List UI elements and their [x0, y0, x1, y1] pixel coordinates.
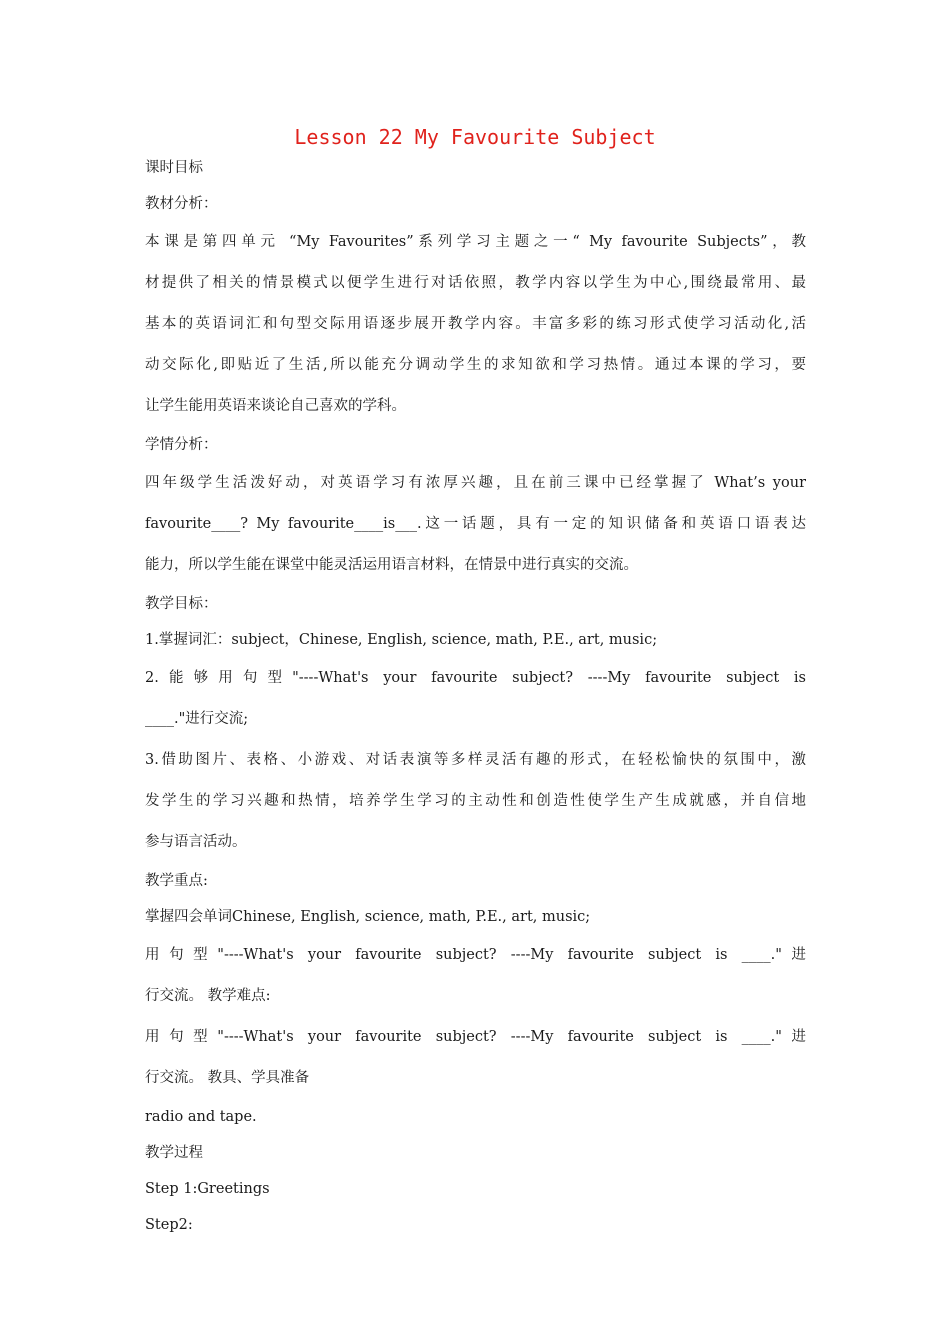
objective-item: ____."进行交流; [145, 711, 249, 727]
document-body [145, 150, 806, 1243]
paragraph-line: 行交流。 教具、学具准备 [145, 1070, 310, 1086]
paragraph-line: radio and tape. [145, 1109, 257, 1125]
objective-item: 1.掌握词汇：subject，Chinese, English, science, math, P.E., art, music; [145, 632, 658, 648]
paragraph-line: 用句型"----What's your favourite subject? ----My favourite subject is ____."进 [145, 1029, 806, 1045]
paragraph-line: 材提供了相关的情景模式以便学生进行对话依照，教学内容以学生为中心,围绕最常用、最 [145, 275, 806, 291]
objective-item: 3.借助图片、表格、小游戏、对话表演等多样灵活有趣的形式，在轻松愉快的氛围中，激 [145, 752, 806, 768]
paragraph-line: 基本的英语词汇和句型交际用语逐步展开教学内容。丰富多彩的练习形式使学习活动化,活 [145, 316, 806, 332]
section-heading: 教学目标： [145, 596, 218, 612]
paragraph-line: 本课是第四单元 “My Favourites”系列学习主题之一“ My favourite Subjects”，教 [145, 234, 806, 250]
paragraph-line: favourite____? My favourite____is___.这一话题，具有一定的知识储备和英语口语表达 [145, 516, 806, 532]
paragraph-line: 四年级学生活泼好动，对英语学习有浓厚兴趣，且在前三课中已经掌握了 What’s your [145, 475, 806, 491]
section-heading: 教材分析： [145, 196, 218, 212]
step-item: Step2: [145, 1217, 193, 1233]
paragraph-line: 掌握四会单词Chinese, English, science, math, P.E., art, music; [145, 909, 591, 925]
paragraph-line: 动交际化,即贴近了生活,所以能充分调动学生的求知欲和学习热情。通过本课的学习，要 [145, 357, 806, 373]
section-heading: 学情分析： [145, 437, 218, 453]
section-heading: 教学重点: [145, 873, 208, 889]
objective-item: 2.能够用句型"----What's your favourite subject? ----My favourite subject is [145, 670, 806, 686]
section-heading: 课时目标 [145, 160, 203, 176]
document-title: Lesson 22 My Favourite Subject [294, 125, 656, 149]
objective-item: 发学生的学习兴趣和热情，培养学生学习的主动性和创造性使学生产生成就感，并自信地 [145, 793, 806, 809]
step-item: Step 1:Greetings [145, 1181, 270, 1197]
paragraph-line: 用句型"----What's your favourite subject? ----My favourite subject is ____."进 [145, 947, 806, 963]
paragraph-line: 让学生能用英语来谈论自己喜欢的学科。 [145, 398, 406, 414]
section-heading: 教学过程 [145, 1145, 203, 1161]
objective-item: 参与语言活动。 [145, 834, 247, 850]
paragraph-line: 能力，所以学生能在课堂中能灵活运用语言材料，在情景中进行真实的交流。 [145, 557, 638, 573]
paragraph-line: 行交流。 教学难点: [145, 988, 271, 1004]
